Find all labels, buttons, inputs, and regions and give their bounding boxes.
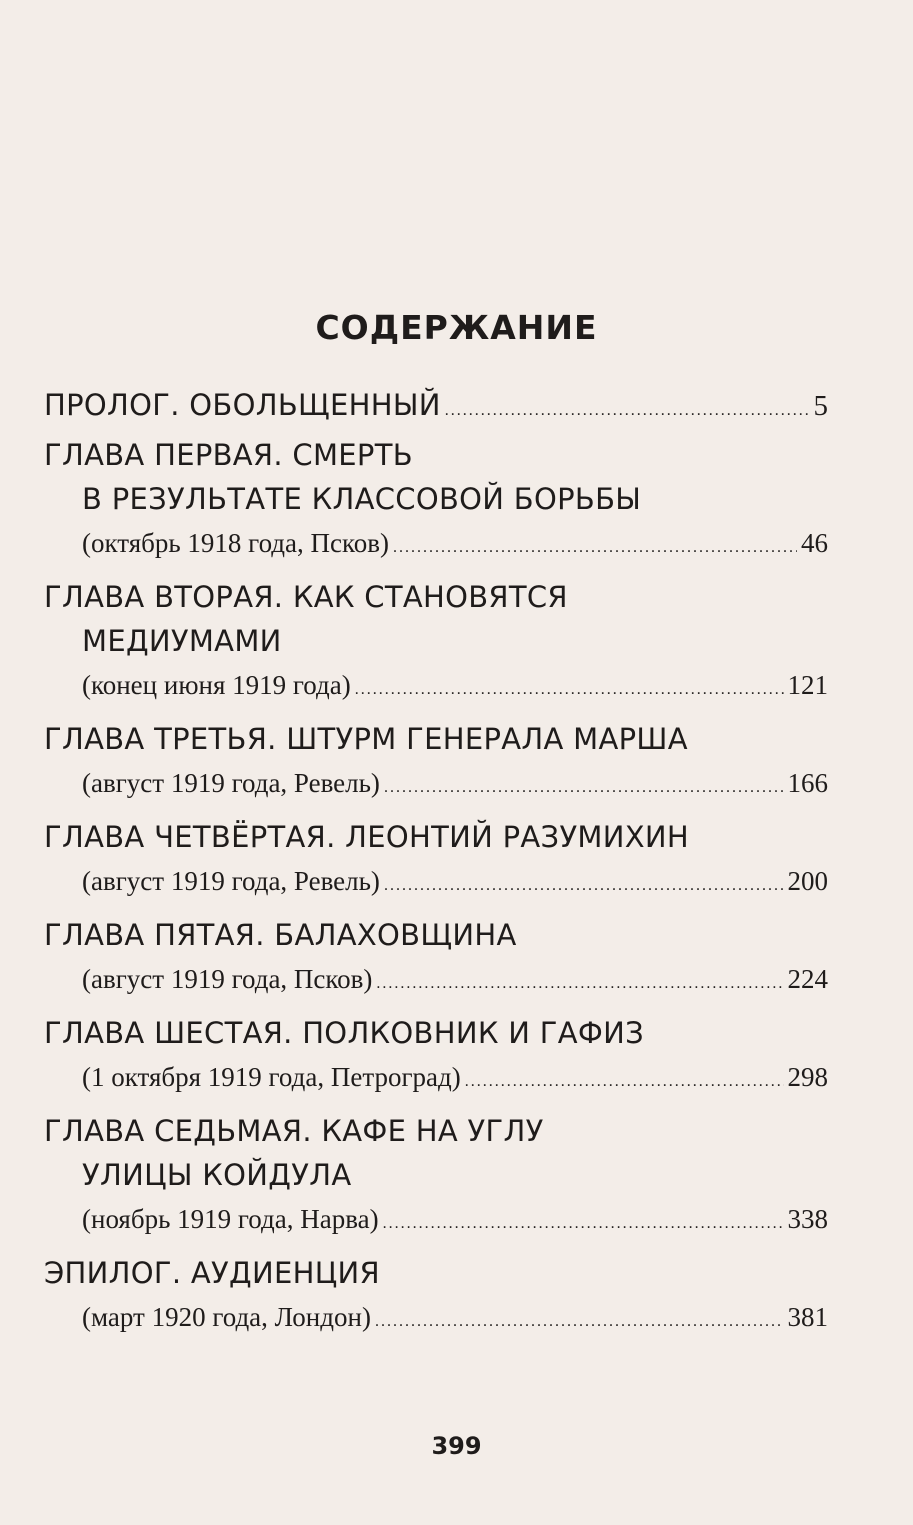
toc-subtitle: (август 1919 года, Ревель) <box>82 768 380 798</box>
toc-entry <box>44 575 828 707</box>
toc-page-number: 121 <box>787 670 828 700</box>
toc-heading: ГЛАВА ПЯТАЯ. БАЛАХОВЩИНА <box>44 918 517 952</box>
toc-page-number: 200 <box>787 866 828 896</box>
toc-heading-continued: УЛИЦЫ КОЙДУЛА <box>82 1158 352 1192</box>
dot-leader <box>393 539 797 557</box>
toc-entry <box>44 913 828 1001</box>
toc-entry <box>44 815 828 903</box>
toc-page-number: 298 <box>787 1062 828 1092</box>
toc-line <box>44 957 828 1001</box>
toc-subtitle: (1 октября 1919 года, Петроград) <box>82 1062 461 1092</box>
toc-page-number: 5 <box>813 390 828 422</box>
toc-subtitle: (ноябрь 1919 года, Нарва) <box>82 1204 379 1234</box>
toc-entry <box>44 1251 828 1339</box>
toc-line <box>44 1055 828 1099</box>
toc-page-number: 338 <box>787 1204 828 1234</box>
toc-heading-continued: В РЕЗУЛЬТАТЕ КЛАССОВОЙ БОРЬБЫ <box>82 482 642 516</box>
toc-entry <box>44 433 828 565</box>
toc-page-number: 381 <box>787 1302 828 1332</box>
toc-heading: ЭПИЛОГ. АУДИЕНЦИЯ <box>44 1256 380 1290</box>
toc-line <box>44 521 828 565</box>
page-title: СОДЕРЖАНИЕ <box>315 308 598 347</box>
toc-line <box>44 859 828 903</box>
toc-entry <box>44 1109 828 1241</box>
toc-subtitle: (август 1919 года, Псков) <box>82 964 373 994</box>
toc-subtitle: (октябрь 1918 года, Псков) <box>82 528 389 558</box>
dot-leader <box>465 1073 784 1091</box>
toc-heading: ГЛАВА ШЕСТАЯ. ПОЛКОВНИК И ГАФИЗ <box>44 1016 645 1050</box>
toc-line <box>44 388 828 423</box>
dot-leader <box>383 1215 784 1233</box>
toc-page-number: 46 <box>801 528 828 558</box>
toc-line <box>44 1197 828 1241</box>
toc-page-number: 166 <box>787 768 828 798</box>
toc-heading-continued: МЕДИУМАМИ <box>82 624 282 658</box>
toc-subtitle: (конец июня 1919 года) <box>82 670 351 700</box>
dot-leader <box>376 975 783 993</box>
toc-subtitle: (август 1919 года, Ревель) <box>82 866 380 896</box>
toc-heading: ГЛАВА ТРЕТЬЯ. ШТУРМ ГЕНЕРАЛА МАРША <box>44 722 688 756</box>
dot-leader <box>384 877 784 895</box>
page-number: 399 <box>431 1432 482 1460</box>
dot-leader <box>384 779 784 797</box>
toc-subtitle: (март 1920 года, Лондон) <box>82 1302 371 1332</box>
toc-line <box>44 761 828 805</box>
dot-leader <box>355 681 784 699</box>
toc-entry <box>44 1011 828 1099</box>
toc-heading: ГЛАВА СЕДЬМАЯ. КАФЕ НА УГЛУ <box>44 1114 544 1148</box>
toc-heading: ГЛАВА ПЕРВАЯ. СМЕРТЬ <box>44 438 413 472</box>
toc-entry-prologue <box>44 388 828 423</box>
toc-heading: ПРОЛОГ. ОБОЛЬЩЕННЫЙ <box>44 388 441 422</box>
toc-line <box>44 663 828 707</box>
dot-leader <box>445 402 810 420</box>
toc-heading: ГЛАВА ВТОРАЯ. КАК СТАНОВЯТСЯ <box>44 580 568 614</box>
toc-line <box>44 1295 828 1339</box>
toc-entry <box>44 717 828 805</box>
toc-page-number: 224 <box>787 964 828 994</box>
table-of-contents <box>44 388 828 1349</box>
toc-heading: ГЛАВА ЧЕТВЁРТАЯ. ЛЕОНТИЙ РАЗУМИХИН <box>44 820 689 854</box>
dot-leader <box>375 1313 784 1331</box>
